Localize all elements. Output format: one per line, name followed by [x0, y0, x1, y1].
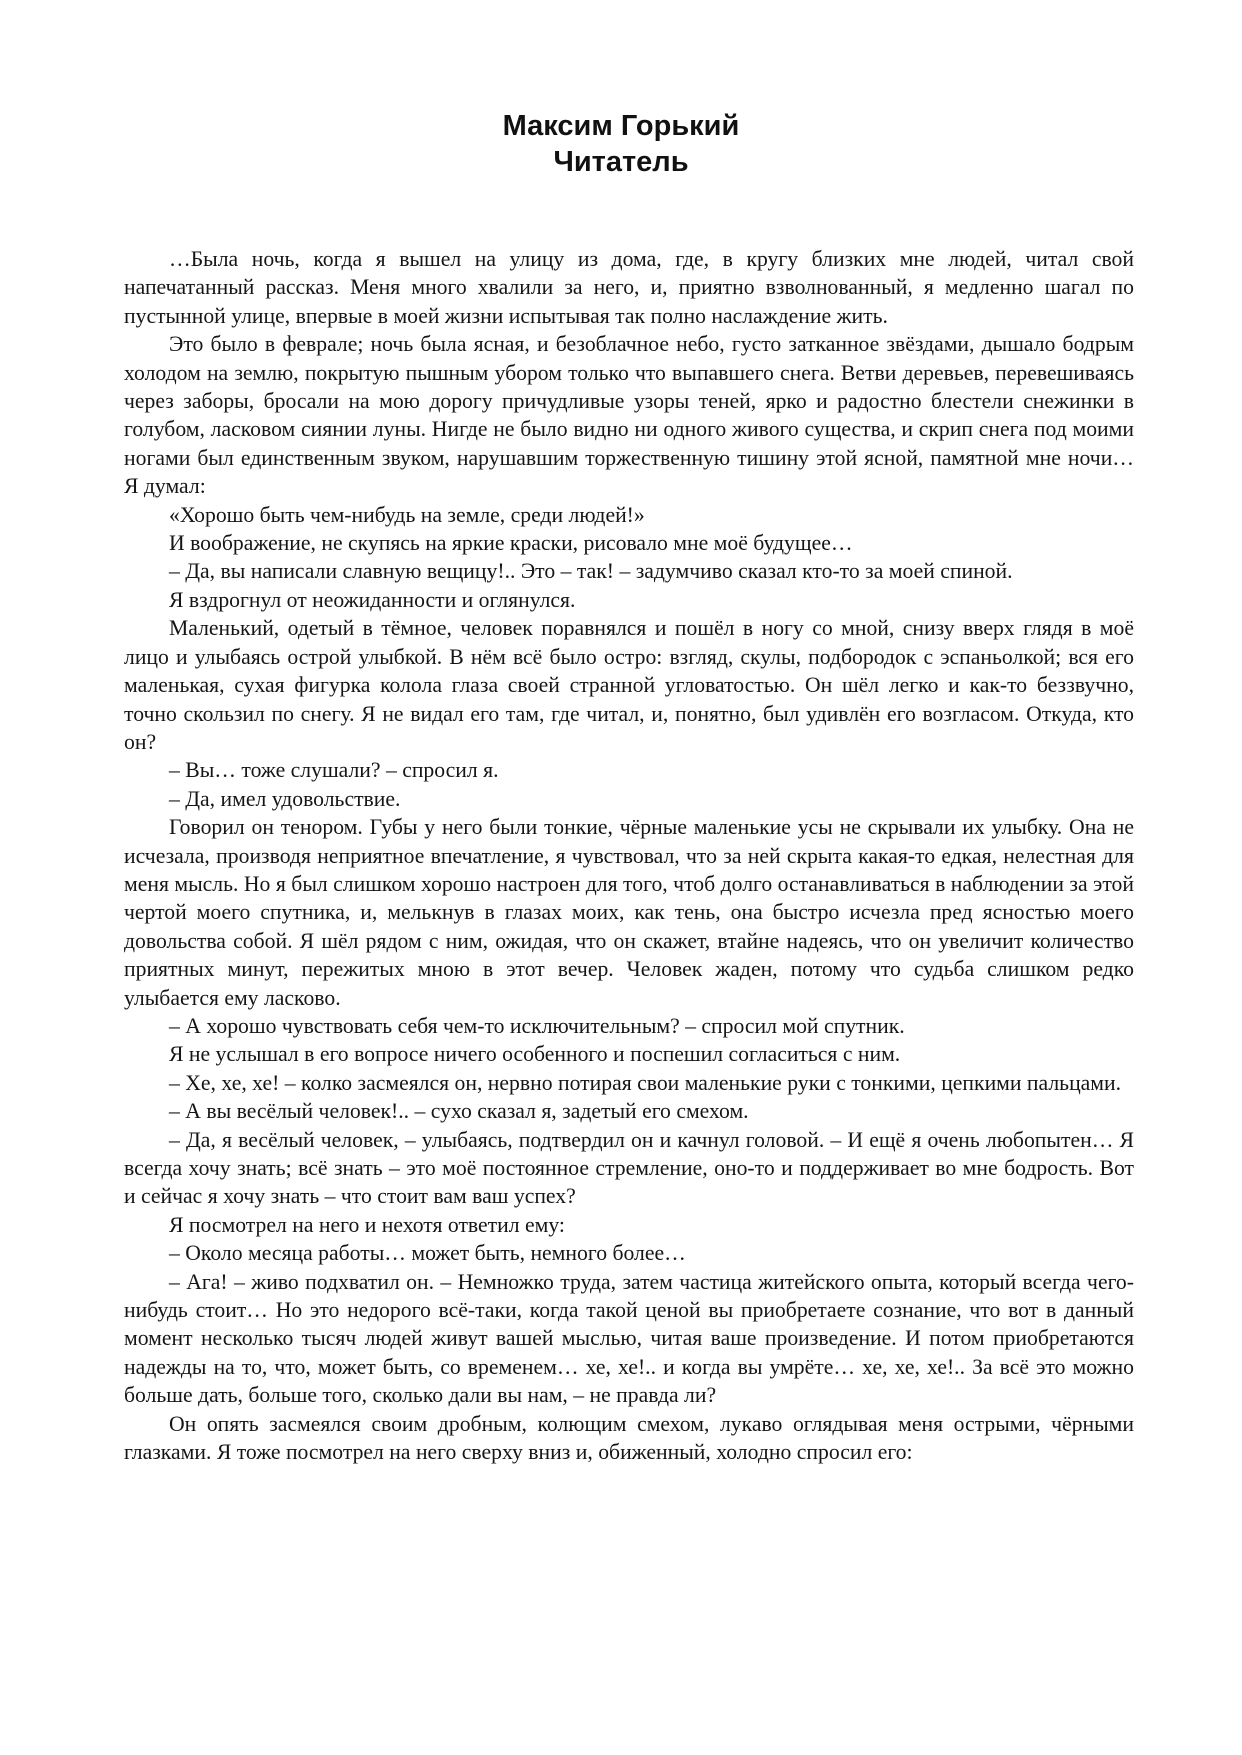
paragraph: – Около месяца работы… может быть, немного более…	[169, 1241, 686, 1266]
paragraph: Говорил он тенором. Губы у него были тонкие, чёрные маленькие усы не скрывали их улыбку. Она не исчезала, производя неприятное впечатление, я чувствовал, что за ней скрыта какая-то едкая, нелестная для меня мысль. Но я был слишком хорошо настроен для того, чтоб долго останавливаться в наблюдении за этой чертой моего спутника, и, мелькнув в глазах моих, как тень, она быстро исчезла пред ясностью моего довольства собой. Я шёл рядом с ним, ожидая, что он скажет, втайне надеясь, что он увеличит количество приятных минут, пережитых мною в этот вечер. Человек жаден, потому что судьба слишком редко улыбается ему ласково.	[124, 815, 1134, 1010]
paragraph: – А хорошо чувствовать себя чем-то исключительным? – спросил мой спутник.	[169, 1013, 905, 1038]
paragraph: – Хе, хе, хе! – колко засмеялся он, нервно потирая свои маленькие руки с тонкими, цепкими пальцами.	[169, 1070, 1122, 1095]
paragraph: Я посмотрел на него и нехотя ответил ему:	[169, 1212, 565, 1237]
paragraph: – Да, имел удовольствие.	[169, 786, 401, 811]
paragraph: – А вы весёлый человек!.. – сухо сказал я, задетый его смехом.	[169, 1099, 749, 1124]
paragraph: – Да, вы написали славную вещицу!.. Это – так! – задумчиво сказал кто-то за моей спиной.	[169, 559, 1013, 584]
paragraph: «Хорошо быть чем-нибудь на земле, среди людей!»	[169, 502, 645, 527]
story-title: Читатель	[553, 146, 689, 178]
paragraph: И воображение, не скупясь на яркие краски, рисовало мне моё будущее…	[169, 531, 853, 556]
paragraph: Я не услышал в его вопросе ничего особенного и поспешил согласиться с ним.	[169, 1042, 901, 1067]
document-header	[0, 108, 1242, 180]
author-name: Максим Горький	[502, 110, 740, 142]
paragraph: Это было в феврале; ночь была ясная, и безоблачное небо, густо затканное звёздами, дышало бодрым холодом на землю, покрытую пышным убором только что выпавшего снега. Ветви деревьев, перевешиваясь через заборы, бросали на мою дорогу причудливые узоры теней, ярко и радостно блестели снежинки в голубом, ласковом сиянии луны. Нигде не было видно ни одного живого существа, и скрип снега под моими ногами был единственным звуком, нарушавшим торжественную тишину этой ясной, памятной мне ночи… Я думал:	[124, 332, 1134, 499]
paragraph: Маленький, одетый в тёмное, человек поравнялся и пошёл в ногу со мной, снизу вверх глядя в моё лицо и улыбаясь острой улыбкой. В нём всё было остро: взгляд, скулы, подбородок с эспаньолкой; вся его маленькая, сухая фигурка колола глаза своей странной угловатостью. Он шёл легко и как-то беззвучно, точно скользил по снегу. Я не видал его там, где читал, и, понятно, был удивлён его возгласом. Откуда, кто он?	[124, 616, 1134, 754]
paragraph: …Была ночь, когда я вышел на улицу из дома, где, в кругу близких мне людей, читал свой напечатанный рассказ. Меня много хвалили за него, и, приятно взволнованный, я медленно шагал по пустынной улице, впервые в моей жизни испытывая так полно наслаждение жить.	[124, 247, 1134, 328]
paragraph: – Да, я весёлый человек, – улыбаясь, подтвердил он и качнул головой. – И ещё я очень любопытен… Я всегда хочу знать; всё знать – это моё постоянное стремление, оно-то и поддерживает во мне бодрость. Вот и сейчас я хочу знать – что стоит вам ваш успех?	[124, 1127, 1134, 1209]
paragraph: – Вы… тоже слушали? – спросил я.	[169, 758, 499, 783]
paragraph: Он опять засмеялся своим дробным, колющим смехом, лукаво оглядывая меня острыми, чёрными глазками. Я тоже посмотрел на него сверху вниз и, обиженный, холодно спросил его:	[124, 1411, 1134, 1465]
paragraph: Я вздрогнул от неожиданности и оглянулся.	[169, 587, 576, 612]
paragraph: – Ага! – живо подхватил он. – Немножко труда, затем частица житейского опыта, который всегда чего-нибудь стоит… Но это недорого всё-таки, когда такой ценой вы приобретаете сознание, что вот в данный момент несколько тысяч людей живут вашей мыслью, читая ваше произведение. И потом приобретаются надежды на то, что, может быть, со временем… хе, хе!.. и когда вы умрёте… хе, хе, хе!.. За всё это можно больше дать, больше того, сколько дали вы нам, – не правда ли?	[124, 1269, 1134, 1408]
story-body	[124, 245, 1134, 1466]
